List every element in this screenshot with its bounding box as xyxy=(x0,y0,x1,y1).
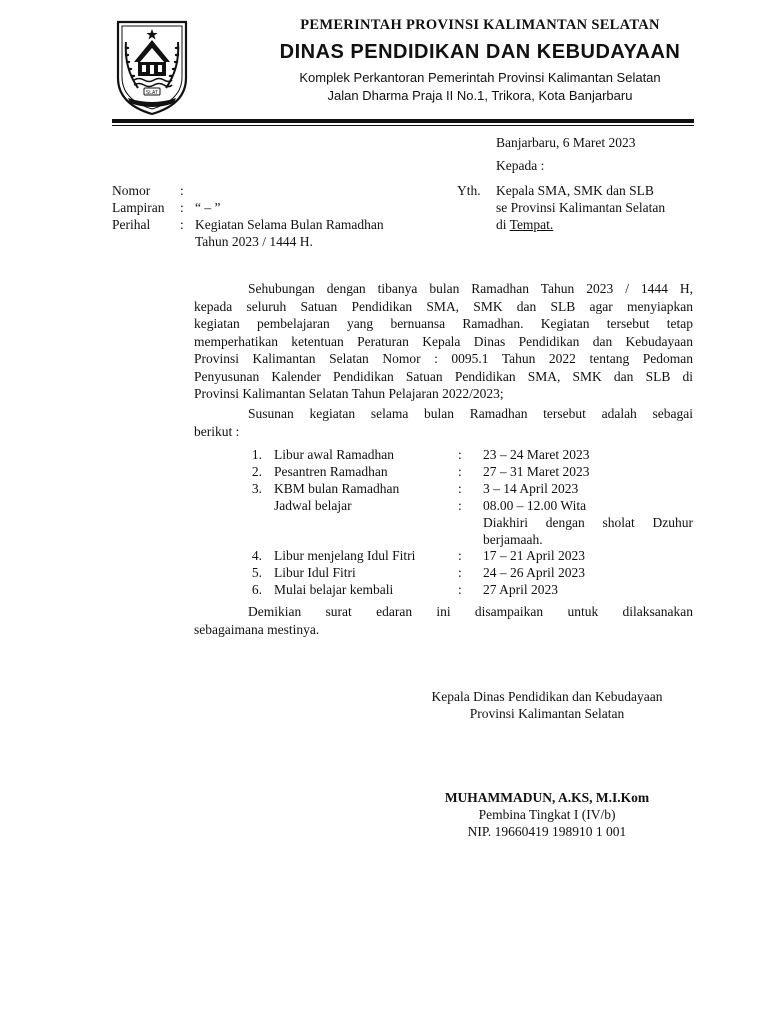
yth-label: Yth. xyxy=(457,183,481,198)
schedule-colon: : xyxy=(458,548,462,563)
perihal-colon: : xyxy=(180,217,184,232)
schedule-num: 6. xyxy=(251,582,262,597)
letterhead-rule-thick xyxy=(112,119,694,123)
schedule-value: 3 – 14 April 2023 xyxy=(483,481,579,496)
schedule-num: 2. xyxy=(251,464,262,479)
schedule-value: 17 – 21 April 2023 xyxy=(483,548,586,563)
p1-line-2: kepada seluruh Satuan Pendidikan SMA, SMK dan SLB agar menyiapkan xyxy=(194,298,693,314)
lampiran-value: “ – ” xyxy=(195,200,221,215)
schedule-value: 08.00 – 12.00 Wita xyxy=(483,498,587,513)
perihal-label: Perihal xyxy=(112,217,151,232)
signature-title-line1: Kepala Dinas Pendidikan dan Kebudayaan xyxy=(431,689,663,704)
body-paragraph-2 xyxy=(194,405,693,440)
letterhead-address-line2: Jalan Dharma Praja II No.1, Trikora, Kota Banjarbaru xyxy=(327,88,633,103)
nomor-label: Nomor xyxy=(112,183,151,198)
letter-date: Banjarbaru, 6 Maret 2023 xyxy=(496,135,636,150)
schedule-label: Mulai belajar kembali xyxy=(274,582,394,597)
recipient-line3 xyxy=(496,216,553,233)
schedule-value: 27 – 31 Maret 2023 xyxy=(483,464,590,479)
kepada-label: Kepada : xyxy=(496,158,545,173)
schedule-label: Jadwal belajar xyxy=(274,498,352,513)
signature-title-line2: Provinsi Kalimantan Selatan xyxy=(469,706,625,721)
schedule-value-note: berjamaah. xyxy=(483,532,543,547)
letterhead-agency: DINAS PENDIDIKAN DAN KEBUDAYAAN xyxy=(279,41,681,63)
recipient-line1: Kepala SMA, SMK dan SLB xyxy=(496,183,654,198)
p3-line-2: sebagaimana mestinya. xyxy=(194,621,320,637)
p2-line-1: Susunan kegiatan selama bulan Ramadhan tersebut adalah sebagai xyxy=(248,406,693,421)
signature-name: MUHAMMADUN, A.KS, M.I.Kom xyxy=(444,790,650,805)
signature-rank: Pembina Tingkat I (IV/b) xyxy=(478,807,616,822)
schedule-value: 24 – 26 April 2023 xyxy=(483,565,586,580)
schedule-colon: : xyxy=(458,481,462,496)
p1-line-3: kegiatan pembelajaran yang bernuansa Ramadhan. Kegiatan tersebut tetap xyxy=(194,316,693,331)
body-paragraph-1 xyxy=(194,280,693,403)
lampiran-label: Lampiran xyxy=(112,200,165,215)
body-paragraph-3 xyxy=(194,603,693,638)
perihal-value-line1: Kegiatan Selama Bulan Ramadhan xyxy=(195,217,384,232)
letterhead-address-line1: Komplek Perkantoran Pemerintah Provinsi Kalimantan Selatan xyxy=(299,70,661,85)
lampiran-colon: : xyxy=(180,200,184,215)
p1-line-5: Provinsi Kalimantan Selatan Nomor : 0095.1 Tahun 2022 tentang Pedoman xyxy=(194,351,693,366)
schedule-colon: : xyxy=(458,464,462,479)
p1-line-4: memperhatikan ketentuan Peraturan Kepala Dinas Pendidikan dan Kebudayaan xyxy=(194,333,693,349)
letterhead-government: PEMERINTAH PROVINSI KALIMANTAN SELATAN xyxy=(300,17,660,33)
p1-line-7: Provinsi Kalimantan Selatan Tahun Pelajaran 2022/2023; xyxy=(194,386,504,401)
recipient-di: di xyxy=(496,217,510,232)
schedule-colon: : xyxy=(458,498,462,513)
schedule-label: Libur Idul Fitri xyxy=(274,565,356,580)
schedule-colon: : xyxy=(458,582,462,597)
province-emblem-logo xyxy=(112,18,192,116)
schedule-colon: : xyxy=(458,447,462,462)
nomor-colon: : xyxy=(180,183,184,198)
schedule-label: Libur menjelang Idul Fitri xyxy=(274,548,416,563)
schedule-num: 4. xyxy=(251,548,262,563)
recipient-line2: se Provinsi Kalimantan Selatan xyxy=(496,200,666,215)
recipient-place: Tempat. xyxy=(509,217,554,232)
p1-line-6: Penyusunan Kalender Pendidikan Satuan Pendidikan SMA, SMK dan SLB di xyxy=(194,368,693,384)
p2-line-2: berikut : xyxy=(194,423,240,439)
p1-line-1: Sehubungan dengan tibanya bulan Ramadhan Tahun 2023 / 1444 H, xyxy=(248,281,693,296)
schedule-label: Pesantren Ramadhan xyxy=(274,464,388,479)
schedule-colon: : xyxy=(458,565,462,580)
emblem-badge-text: SLAT xyxy=(145,90,159,96)
schedule-value: 23 – 24 Maret 2023 xyxy=(483,447,590,462)
schedule-label: Libur awal Ramadhan xyxy=(274,447,394,462)
p3-line-1: Demikian surat edaran ini disampaikan untuk dilaksanakan xyxy=(248,604,693,619)
schedule-label: KBM bulan Ramadhan xyxy=(274,481,400,496)
schedule-value-note: Diakhiri dengan sholat Dzuhur xyxy=(483,515,693,530)
schedule-num: 1. xyxy=(251,447,262,462)
perihal-value-line2: Tahun 2023 / 1444 H. xyxy=(195,234,313,249)
schedule-num: 5. xyxy=(251,565,262,580)
letterhead-rule-thin xyxy=(112,125,694,126)
signature-nip: NIP. 19660419 198910 1 001 xyxy=(467,824,627,839)
schedule-value: 27 April 2023 xyxy=(483,582,559,597)
schedule-num: 3. xyxy=(251,481,262,496)
